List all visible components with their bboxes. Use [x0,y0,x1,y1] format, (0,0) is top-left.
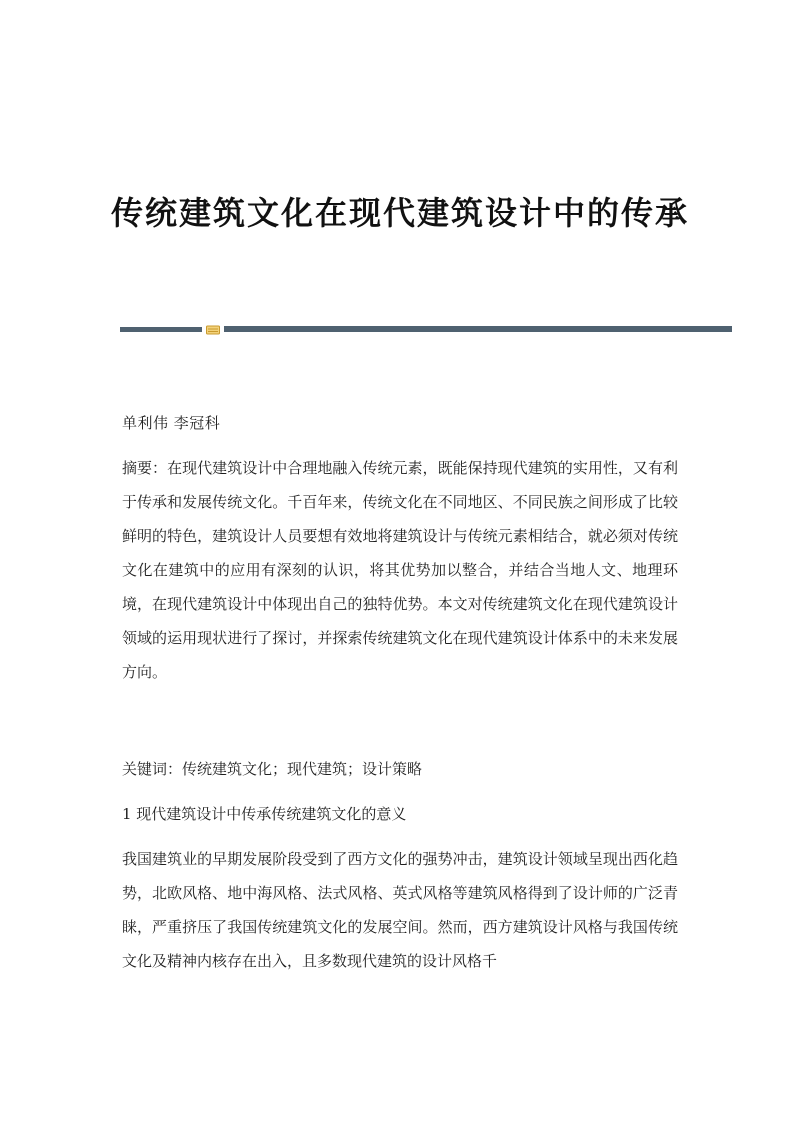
keywords: 关键词：传统建筑文化；现代建筑；设计策略 [122,760,423,778]
divider-left-bar [120,327,202,332]
section-heading: 1 现代建筑设计中传承传统建筑文化的意义 [122,805,407,823]
title-divider [120,325,732,333]
body-paragraph: 我国建筑业的早期发展阶段受到了西方文化的强势冲击，建筑设计领域呈现出西化趋势，北欧风格、地中海风格、法式风格、英式风格等建筑风格得到了设计师的广泛青睐，严重挤压了我国传统建筑文化的发展空间。然而，西方建筑设计风格与我国传统文化及精神内核存在出入，且多数现代建筑的设计风格千 [122,850,678,970]
abstract-paragraph: 摘要：在现代建筑设计中合理地融入传统元素，既能保持现代建筑的实用性，又有利于传承和发展传统文化。千百年来，传统文化在不同地区、不同民族之间形成了比较鲜明的特色，建筑设计人员要想有效地将建筑设计与传统元素相结合，就必须对传统文化在建筑中的应用有深刻的认识，将其优势加以整合，并结合当地人文、地理环境，在现代建筑设计中体现出自己的独特优势。本文对传统建筑文化在现代建筑设计领域的运用现状进行了探讨，并探索传统建筑文化在现代建筑设计体系中的未来发展方向。 [122,459,678,681]
document-title: 传统建筑文化在现代建筑设计中的传承 [110,194,689,232]
authors: 单利伟 李冠科 [122,414,221,432]
book-icon [206,325,220,335]
divider-right-bar [224,326,732,332]
